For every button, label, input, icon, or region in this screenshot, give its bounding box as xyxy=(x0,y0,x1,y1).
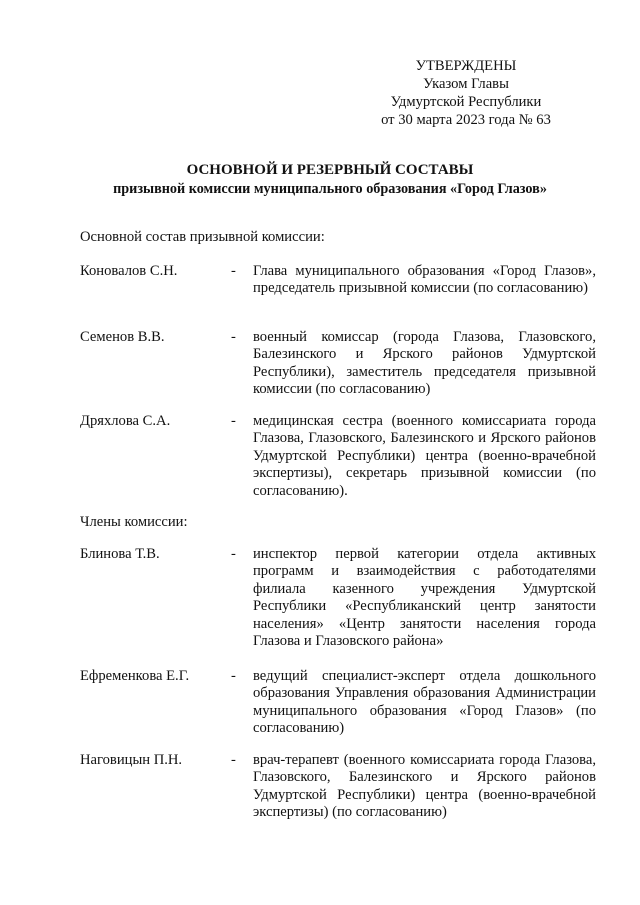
document-title: ОСНОВНОЙ И РЕЗЕРВНЫЙ СОСТАВЫ xyxy=(186,162,474,178)
member-name: Блинова Т.В. xyxy=(80,546,160,562)
approval-date: от 30 марта 2023 года № 63 xyxy=(381,112,551,128)
member-name: Семенов В.В. xyxy=(80,329,165,345)
main-section-label: Основной состав призывной комиссии: xyxy=(80,229,325,245)
member-name: Коновалов С.Н. xyxy=(80,263,178,279)
member-role: врач-терапевт (военного комиссариата города Глазова, Глазовского, Балезинского и Ярского районов Удмуртской Республики) центра (военно-врачебной экспертизы) (по согласованию) xyxy=(253,752,596,821)
approval-title: УТВЕРЖДЕНЫ xyxy=(415,58,517,74)
approval-decree: Указом Главы xyxy=(423,76,509,92)
member-name: Дряхлова С.А. xyxy=(80,413,171,429)
member-role: медицинская сестра (военного комиссариата города Глазова, Глазовского, Балезинского и Ярского районов Удмуртской Республики) центра (военно-врачебной экспертизы), секретарь призывной комиссии (по согласованию). xyxy=(253,413,596,499)
member-dash: - xyxy=(231,752,236,768)
member-role: Глава муниципального образования «Город Глазов», председатель призывной комиссии (по согласованию) xyxy=(253,263,596,297)
member-name: Наговицын П.Н. xyxy=(80,752,183,768)
member-dash: - xyxy=(231,546,236,562)
member-role: военный комиссар (города Глазова, Глазовского, Балезинского и Ярского районов Удмуртской Республики), заместитель председателя призывной комиссии (по согласованию) xyxy=(253,329,596,398)
member-role: инспектор первой категории отдела активных программ и взаимодействия с работодателями филиала казенного учреждения Удмуртской Республики «Республиканский центр занятости населения» «Центр занятости населения города Глазова и Глазовского района» xyxy=(253,546,596,650)
document-heading xyxy=(60,161,600,199)
member-dash: - xyxy=(231,329,236,345)
member-dash: - xyxy=(231,668,236,684)
member-dash: - xyxy=(231,413,236,429)
approval-region: Удмуртской Республики xyxy=(390,94,542,110)
member-role: ведущий специалист-эксперт отдела дошкольного образования Управления образования Администрации муниципального образования «Город Глазов» (по согласованию) xyxy=(253,668,596,737)
member-name: Ефременкова Е.Г. xyxy=(80,668,190,684)
member-dash: - xyxy=(231,263,236,279)
document-subtitle: призывной комиссии муниципального образования «Город Глазов» xyxy=(113,181,547,197)
approval-stamp xyxy=(360,57,572,129)
members-section-label: Члены комиссии: xyxy=(80,514,188,530)
